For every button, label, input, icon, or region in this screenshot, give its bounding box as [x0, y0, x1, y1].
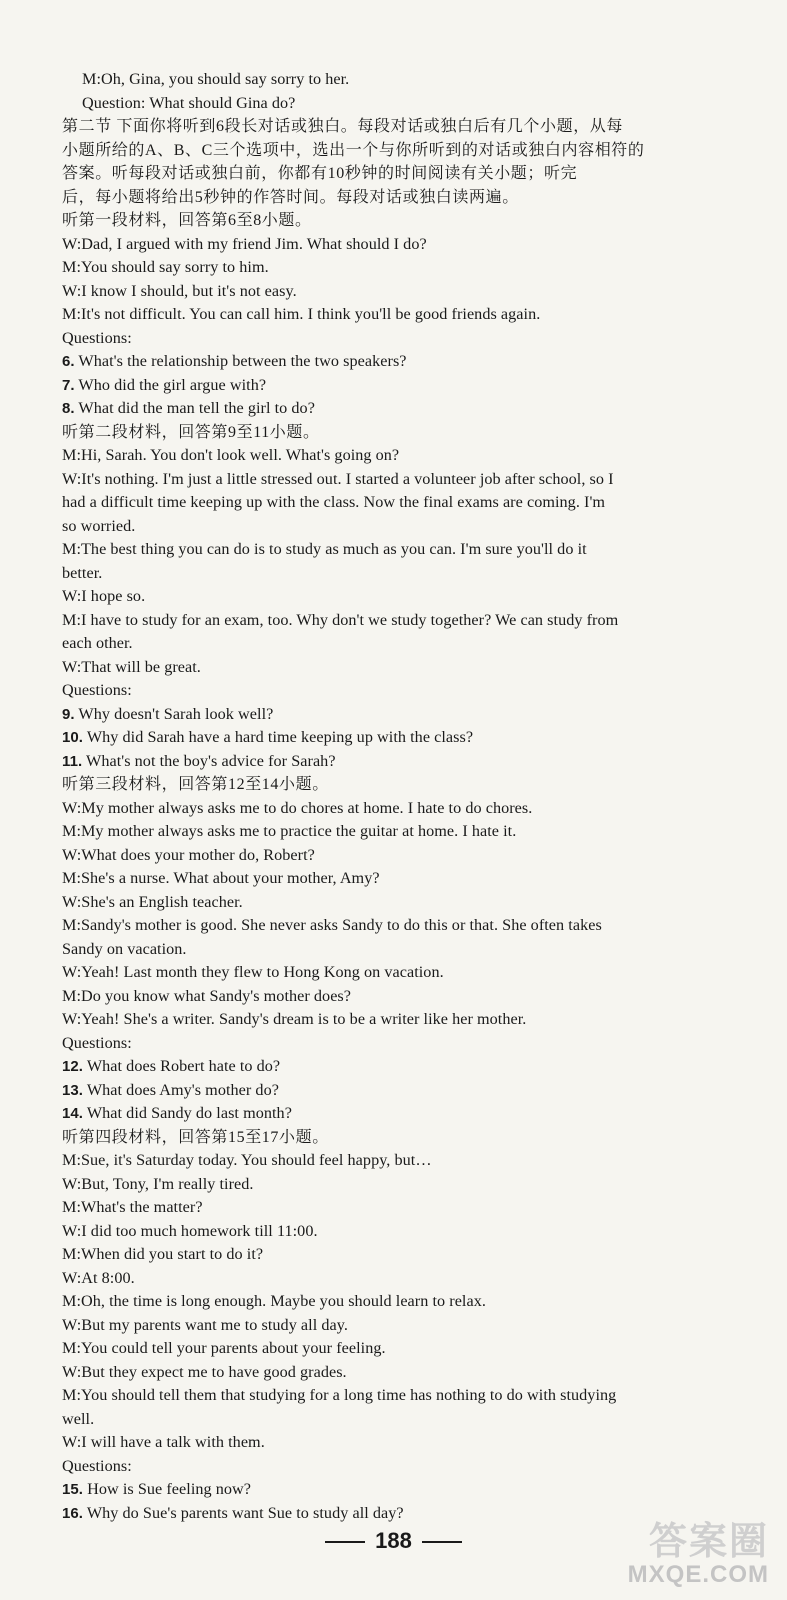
line-text: so worried.	[62, 516, 136, 535]
question-line	[62, 350, 752, 374]
line-text: What does Amy's mother do?	[83, 1080, 279, 1099]
transcript-line	[62, 444, 752, 468]
line-text: W:I will have a talk with them.	[62, 1433, 265, 1451]
transcript-line	[62, 303, 752, 327]
line-text: M:It's not difficult. You can call him. I think you'll be good friends again.	[62, 305, 541, 323]
transcript-line	[62, 162, 752, 186]
transcript-line	[62, 92, 752, 116]
line-text: W:My mother always asks me to do chores at home. I hate to do chores.	[62, 798, 533, 817]
transcript-line	[62, 1267, 752, 1291]
transcript-line	[62, 256, 752, 280]
line-text: W:Yeah! Last month they flew to Hong Kong on vacation.	[62, 963, 444, 981]
question-number: 12.	[62, 1058, 84, 1075]
transcript-line	[62, 985, 752, 1009]
line-text: each other.	[62, 634, 133, 652]
transcript-line	[62, 679, 752, 703]
transcript-line	[62, 844, 752, 868]
line-text: 答案。听每段对话或独白前，你都有10秒钟的时间阅读有关小题；听完	[62, 165, 578, 182]
line-text: 后，每小题将给出5秒钟的作答时间。每段对话或独白读两遍。	[62, 188, 519, 206]
line-text: M:You could tell your parents about your feeling.	[62, 1339, 386, 1357]
question-number: 9.	[62, 705, 75, 723]
transcript-line	[62, 585, 752, 609]
transcript-line	[62, 491, 752, 515]
line-text: What did Sandy do last month?	[83, 1104, 292, 1122]
transcript-line	[62, 139, 752, 163]
transcript-line	[62, 891, 752, 915]
transcript-line	[62, 773, 752, 797]
transcript-line	[62, 961, 752, 985]
line-text: Question: What should Gina do?	[82, 93, 296, 112]
transcript-line	[62, 656, 752, 680]
line-text: W:What does your mother do, Robert?	[62, 845, 315, 864]
line-text: 第二节 下面你将听到6段长对话或独白。每段对话或独白后有几个小题，从每	[62, 118, 624, 135]
line-text: M:You should tell them that studying for a long time has nothing to do with studying	[62, 1386, 617, 1404]
question-number: 15.	[62, 1481, 84, 1498]
line-text: Why doesn't Sarah look well?	[74, 704, 274, 723]
line-text: W:Dad, I argued with my friend Jim. What should I do?	[62, 234, 427, 253]
question-line	[62, 374, 752, 398]
question-number: 11.	[62, 752, 83, 770]
watermark-logo	[599, 1522, 769, 1592]
line-text: M:Hi, Sarah. You don't look well. What's going on?	[62, 446, 400, 464]
line-text: What's the relationship between the two speakers?	[74, 352, 407, 370]
line-text: Who did the girl argue with?	[74, 375, 267, 394]
question-number: 13.	[62, 1081, 84, 1099]
line-text: M:Oh, the time is long enough. Maybe you should learn to relax.	[62, 1292, 486, 1310]
question-line	[62, 1079, 752, 1103]
transcript-line	[62, 186, 752, 210]
transcript-line	[62, 1243, 752, 1267]
transcript-line	[62, 1173, 752, 1197]
transcript-line	[62, 562, 752, 586]
transcript-line	[62, 115, 752, 139]
line-text: W:I did too much homework till 11:00.	[62, 1221, 318, 1240]
line-text: M:You should say sorry to him.	[62, 258, 269, 276]
transcript-line	[62, 209, 752, 233]
transcript-body	[62, 68, 752, 1525]
question-number: 16.	[62, 1504, 84, 1522]
footer-dash-left	[325, 1541, 365, 1543]
transcript-line	[62, 1455, 752, 1479]
transcript-line	[62, 914, 752, 938]
transcript-line	[62, 1431, 752, 1455]
transcript-line	[62, 1361, 752, 1385]
transcript-line	[62, 1126, 752, 1150]
line-text: W:I know I should, but it's not easy.	[62, 281, 297, 300]
line-text: How is Sue feeling now?	[83, 1480, 252, 1498]
transcript-line	[62, 938, 752, 962]
line-text: Questions:	[62, 328, 132, 347]
line-text: What does Robert hate to do?	[83, 1057, 281, 1075]
line-text: W:But they expect me to have good grades.	[62, 1362, 347, 1381]
question-number: 10.	[62, 729, 84, 746]
transcript-line	[62, 820, 752, 844]
transcript-line	[62, 468, 752, 492]
question-line	[62, 1055, 752, 1079]
transcript-line	[62, 327, 752, 351]
line-text: 听第二段材料，回答第9至11小题。	[62, 423, 320, 441]
line-text: Questions:	[62, 1033, 132, 1052]
question-line	[62, 397, 752, 421]
watermark-top: 答案圈	[648, 1521, 769, 1563]
question-line	[62, 726, 752, 750]
transcript-line	[62, 1290, 752, 1314]
line-text: Why did Sarah have a hard time keeping up with the class?	[83, 728, 474, 746]
transcript-line	[62, 1032, 752, 1056]
line-text: What's not the boy's advice for Sarah?	[82, 751, 336, 770]
line-text: M:I have to study for an exam, too. Why don't we study together? We can study from	[62, 610, 619, 629]
question-number: 14.	[62, 1105, 84, 1122]
line-text: 听第一段材料，回答第6至8小题。	[62, 212, 312, 229]
question-number: 7.	[62, 376, 75, 394]
transcript-line	[62, 867, 752, 891]
line-text: W:But, Tony, I'm really tired.	[62, 1174, 254, 1193]
line-text: W:That will be great.	[62, 657, 201, 676]
line-text: W:Yeah! She's a writer. Sandy's dream is to be a writer like her mother.	[62, 1010, 527, 1028]
line-text: M:What's the matter?	[62, 1198, 203, 1216]
footer-dash-right	[422, 1541, 462, 1543]
line-text: Why do Sue's parents want Sue to study all day?	[83, 1503, 404, 1522]
transcript-line	[62, 1337, 752, 1361]
line-text: 听第三段材料，回答第12至14小题。	[62, 776, 329, 793]
question-line	[62, 1478, 752, 1502]
transcript-line	[62, 632, 752, 656]
question-line	[62, 703, 752, 727]
question-line	[62, 1102, 752, 1126]
question-line	[62, 750, 752, 774]
transcript-line	[62, 1314, 752, 1338]
line-text: W:I hope so.	[62, 587, 146, 605]
line-text: M:Do you know what Sandy's mother does?	[62, 986, 352, 1005]
transcript-line	[62, 233, 752, 257]
transcript-line	[62, 1408, 752, 1432]
transcript-line	[62, 1384, 752, 1408]
transcript-line	[62, 1220, 752, 1244]
line-text: M:When did you start to do it?	[62, 1245, 264, 1263]
transcript-line	[62, 1196, 752, 1220]
transcript-line	[62, 1149, 752, 1173]
line-text: W:She's an English teacher.	[62, 892, 243, 911]
line-text: M:My mother always asks me to practice the guitar at home. I hate it.	[62, 822, 517, 840]
line-text: M:She's a nurse. What about your mother, Amy?	[62, 869, 380, 887]
watermark-bottom: MXQE.COM	[627, 1561, 769, 1588]
transcript-line	[62, 515, 752, 539]
line-text: M:Oh, Gina, you should say sorry to her.	[82, 70, 350, 88]
transcript-line	[62, 1008, 752, 1032]
page-number: 188	[375, 1528, 412, 1553]
transcript-line	[62, 538, 752, 562]
line-text: 小题所给的A、B、C三个选项中，选出一个与你所听到的对话或独白内容相符的	[62, 141, 645, 159]
line-text: well.	[62, 1409, 95, 1428]
transcript-line	[62, 68, 752, 92]
line-text: W:It's nothing. I'm just a little stressed out. I started a volunteer job after school, so I	[62, 469, 614, 488]
line-text: Sandy on vacation.	[62, 939, 187, 958]
line-text: M:The best thing you can do is to study as much as you can. I'm sure you'll do it	[62, 540, 587, 558]
line-text: M:Sue, it's Saturday today. You should feel happy, but…	[62, 1151, 432, 1169]
line-text: What did the man tell the girl to do?	[74, 399, 315, 417]
question-number: 8.	[62, 400, 75, 417]
line-text: 听第四段材料，回答第15至17小题。	[62, 1128, 329, 1146]
transcript-line	[62, 797, 752, 821]
transcript-line	[62, 609, 752, 633]
line-text: W:But my parents want me to study all day.	[62, 1315, 348, 1334]
question-number: 6.	[62, 353, 75, 370]
line-text: Questions:	[62, 1456, 132, 1475]
transcript-line	[62, 280, 752, 304]
line-text: M:Sandy's mother is good. She never asks Sandy to do this or that. She often takes	[62, 916, 602, 934]
line-text: better.	[62, 563, 103, 582]
line-text: had a difficult time keeping up with the class. Now the final exams are coming. I'm	[62, 493, 606, 511]
transcript-line	[62, 421, 752, 445]
line-text: Questions:	[62, 681, 132, 699]
line-text: W:At 8:00.	[62, 1268, 135, 1287]
